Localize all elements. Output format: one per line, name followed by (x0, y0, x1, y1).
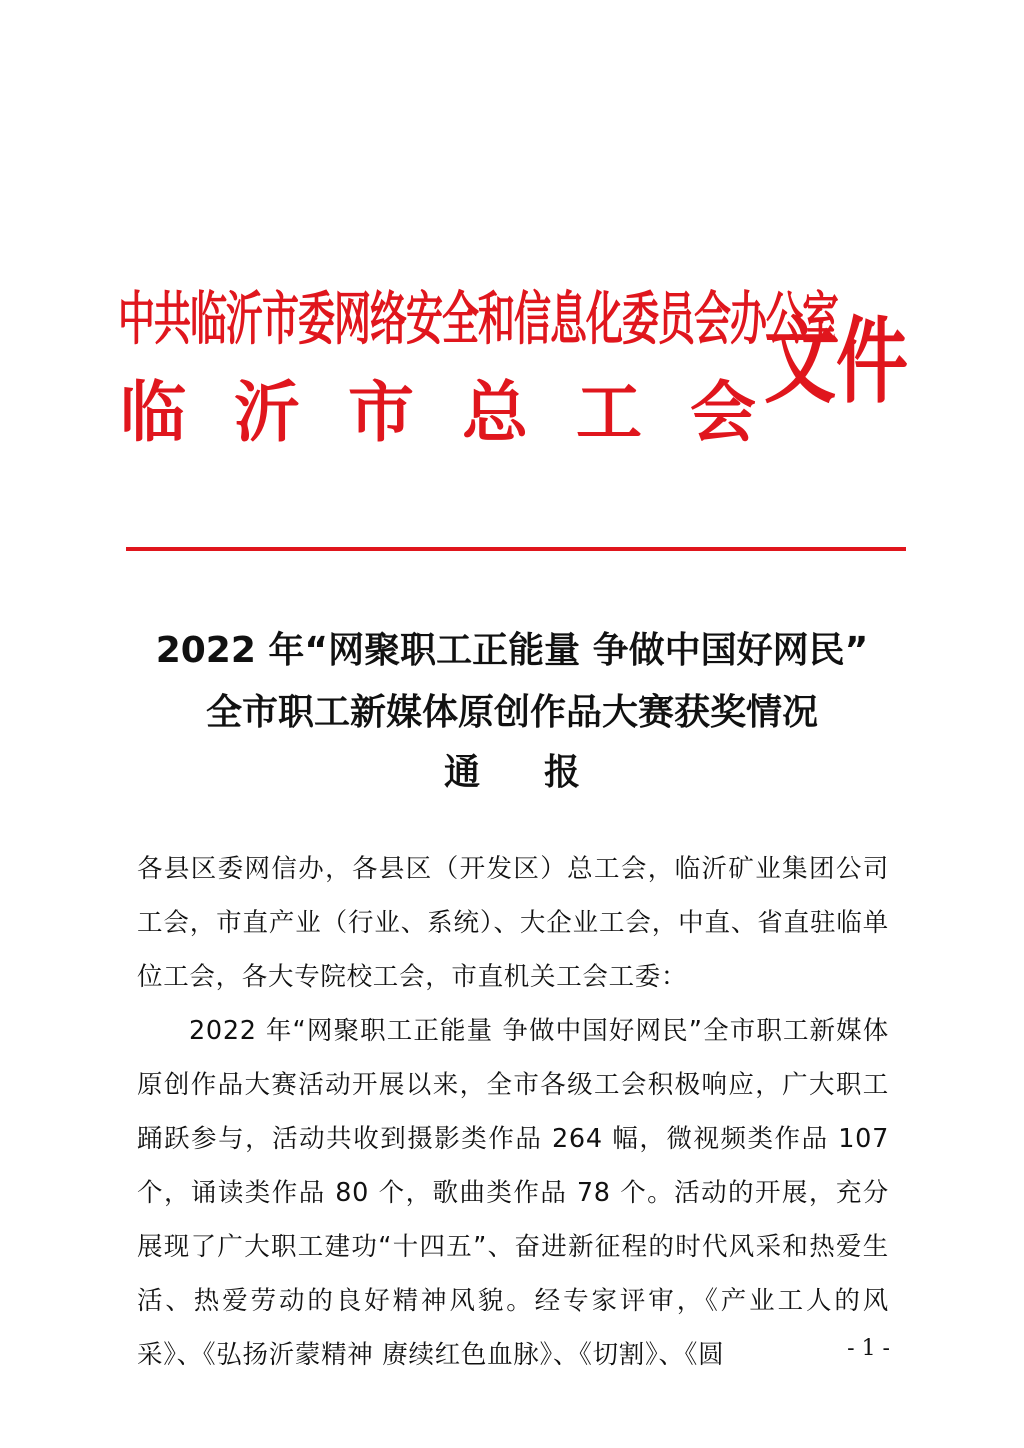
salutation: 各县区委网信办，各县区（开发区）总工会，临沂矿业集团公司工会，市直产业（行业、系统）、大企业工会，中直、省直驻临单位工会，各大专院校工会，市直机关工会工委： (137, 854, 889, 992)
issuer-char: 会 (690, 374, 756, 451)
issuer-name-secondary (118, 370, 758, 456)
letterhead-divider (126, 547, 906, 551)
document-type-label: 文件 (764, 306, 909, 417)
issuer-char: 临 (120, 374, 186, 451)
document-title-line-3: 通报 (443, 752, 644, 793)
issuer-char: 工 (576, 374, 642, 451)
body-paragraph: 2022 年“网聚职工正能量 争做中国好网民”全市职工新媒体原创作品大赛活动开展以来，全市各级工会积极响应，广大职工踊跃参与，活动共收到摄影类作品 264 幅，微视频类作品 107 个，诵读类作品 80 个，歌曲类作品 78 个。活动的开展，充分展现了广大职工建功“十四五”、奋进新征程的时代风采和热爱生活、热爱劳动的良好精神风貌。经专家评审，《产业工人的风采》、《弘扬沂蒙精神 赓续红色血脉》、《切割》、《圆 (137, 1016, 889, 1370)
document-title-line-2: 全市职工新媒体原创作品大赛获奖情况 (205, 692, 818, 733)
document-title-line-1: 2022 年“网聚职工正能量 争做中国好网民” (155, 630, 869, 671)
issuer-char: 总 (462, 374, 528, 451)
document-body (137, 842, 889, 1382)
issuer-char: 沂 (234, 374, 300, 451)
issuer-name-primary: 中共临沂市委网络安全和信息化委员会办公室 (118, 285, 838, 353)
issuer-char: 市 (348, 374, 414, 451)
page-number: - 1 - (847, 1336, 890, 1361)
